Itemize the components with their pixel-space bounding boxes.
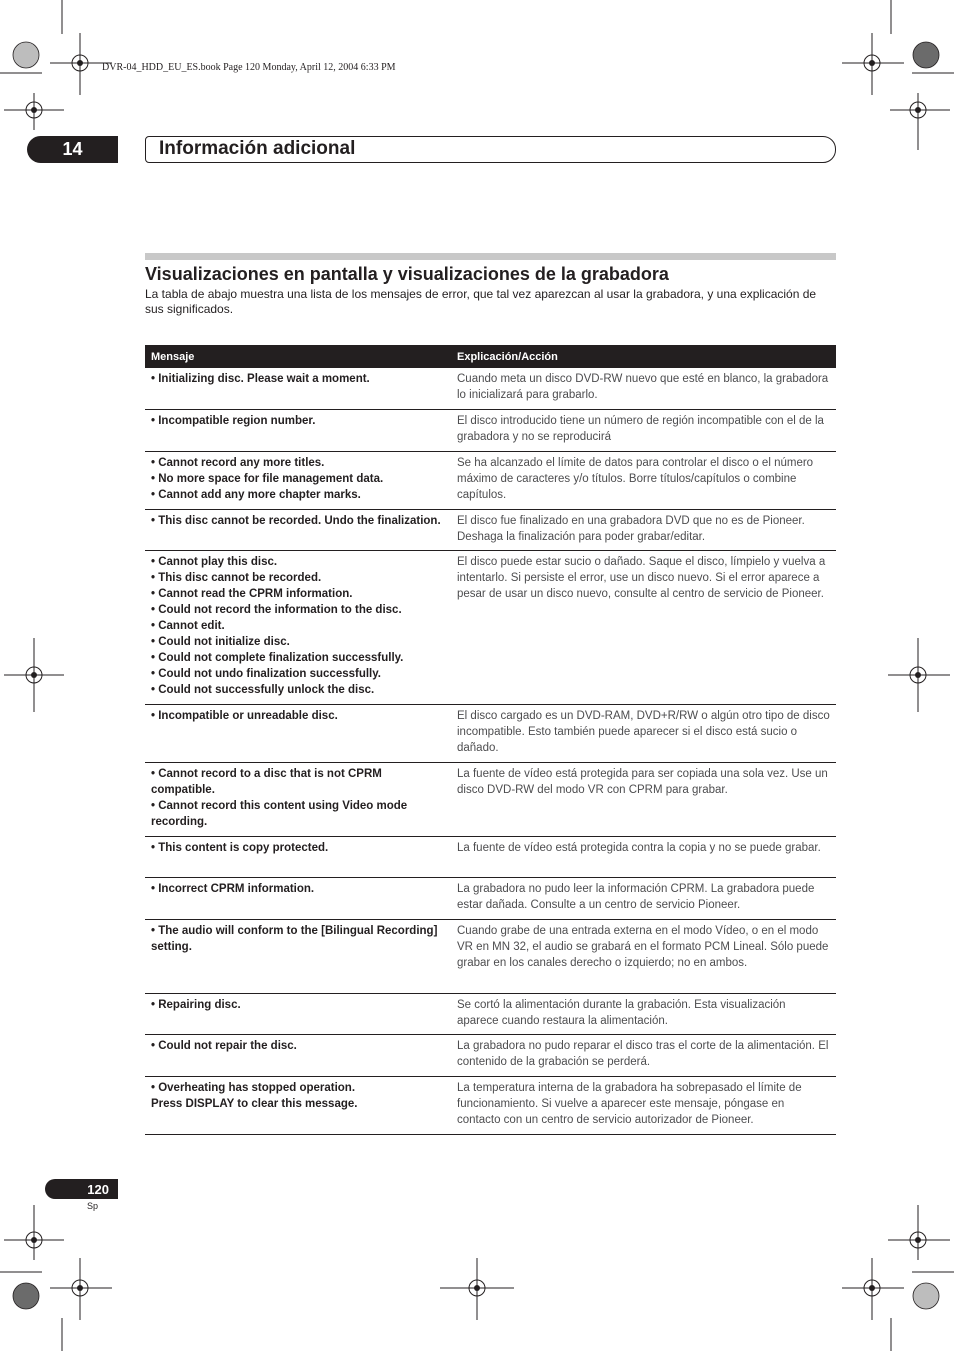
table-row <box>145 705 836 763</box>
message-cell <box>145 920 451 993</box>
table-row <box>145 1077 836 1135</box>
message-line: • This disc cannot be recorded. Undo the finalization. <box>151 515 441 527</box>
message-cell <box>145 368 451 409</box>
explanation-cell: El disco puede estar sucio o dañado. Saque el disco, límpielo y vuelva a intentarlo. Si persiste el error, use un disco nuevo. Si el error aparece a pesar de usar un disco nuevo, consulte al centro de servicio de Pioneer. <box>457 556 826 600</box>
chapter-title: Información adicional <box>159 138 356 159</box>
message-cell <box>145 510 451 550</box>
message-cell <box>145 452 451 509</box>
table-row <box>145 920 836 994</box>
table-row <box>145 551 836 705</box>
message-line: • Incompatible or unreadable disc. <box>151 710 338 722</box>
message-cell <box>145 994 451 1034</box>
table-row <box>145 368 836 410</box>
table-body <box>145 368 836 1135</box>
message-line: • Initializing disc. Please wait a moment. <box>151 373 370 385</box>
message-line: • Cannot add any more chapter marks. <box>151 489 361 501</box>
message-line: • Cannot record this content using Video mode recording. <box>151 800 408 828</box>
message-line: • Cannot record any more titles. <box>151 457 325 469</box>
explanation-cell: Cuando grabe de una entrada externa en el modo Vídeo, o en el modo VR en MN 32, el audio se grabará en el formato PCM Lineal. Sólo puede grabar en los canales derecho o izquierdo; no en ambos. <box>457 925 829 969</box>
message-cell <box>145 410 451 451</box>
page-language: Sp <box>87 1201 99 1211</box>
page-number: 120 <box>87 1181 109 1197</box>
message-line: • This disc cannot be recorded. <box>151 572 322 584</box>
table-row <box>145 878 836 920</box>
explanation-cell: La fuente de vídeo está protegida contra la copia y no se puede grabar. <box>457 842 821 854</box>
message-line: • This content is copy protected. <box>151 842 329 854</box>
section-rule <box>145 253 836 260</box>
message-line: • Cannot read the CPRM information. <box>151 588 353 600</box>
explanation-cell: La grabadora no pudo reparar el disco tras el corte de la alimentación. El contenido de la grabación se perderá. <box>457 1040 829 1068</box>
message-cell <box>145 551 451 704</box>
message-line: • Could not initialize disc. <box>151 636 290 648</box>
table-row <box>145 452 836 510</box>
section-title: Visualizaciones en pantalla y visualizaciones de la grabadora <box>145 264 669 284</box>
table-row <box>145 994 836 1035</box>
message-line: • Could not record the information to the disc. <box>151 604 402 616</box>
explanation-cell: La fuente de vídeo está protegida para ser copiada una sola vez. Use un disco DVD-RW del modo VR con CPRM para grabar. <box>457 768 828 796</box>
explanation-cell: La grabadora no pudo leer la información CPRM. La grabadora puede estar dañada. Consulte a un centro de servicio Pioneer. <box>457 883 815 911</box>
explanation-cell: La temperatura interna de la grabadora ha sobrepasado el límite de funcionamiento. Si vuelve a aparecer este mensaje, póngase en contacto con un centro de servicio autorizador de Pioneer. <box>457 1082 802 1126</box>
table-row <box>145 510 836 551</box>
explanation-cell: Se ha alcanzado el límite de datos para controlar el disco o el número máximo de caracteres y/o títulos. Borre títulos/capítulos o combine capítulos. <box>457 457 814 501</box>
message-line: • Cannot play this disc. <box>151 556 278 568</box>
message-line: • No more space for file management data. <box>151 473 384 485</box>
message-line: Press DISPLAY to clear this message. <box>151 1098 358 1110</box>
header-message: Mensaje <box>151 350 195 363</box>
message-cell <box>145 878 451 919</box>
table-row <box>145 1035 836 1077</box>
message-line: • Could not repair the disc. <box>151 1040 297 1052</box>
messages-table <box>145 345 836 1135</box>
explanation-cell: Se cortó la alimentación durante la grabación. Esta visualización aparece cuando restaura la alimentación. <box>457 999 786 1027</box>
message-cell <box>145 705 451 762</box>
header-explanation: Explicación/Acción <box>457 350 558 363</box>
message-line: • Could not undo finalization successfully. <box>151 668 381 680</box>
message-cell <box>145 1035 451 1076</box>
table-header <box>145 345 836 368</box>
message-line: • Could not successfully unlock the disc. <box>151 684 375 696</box>
table-row <box>145 837 836 878</box>
explanation-cell: El disco cargado es un DVD-RAM, DVD+R/RW o algún otro tipo de disco incompatible. Esto también puede aparecer si el disco está sucio o dañado. <box>457 710 830 754</box>
explanation-cell: El disco introducido tiene un número de región incompatible con el de la grabadora y no se reproducirá <box>457 415 824 443</box>
message-line: • The audio will conform to the [Bilingual Recording] setting. <box>151 925 438 953</box>
explanation-cell: El disco fue finalizado en una grabadora DVD que no es de Pioneer. Deshaga la finalización para poder grabar/editar. <box>457 515 805 543</box>
message-line: • Cannot edit. <box>151 620 225 632</box>
message-cell <box>145 763 451 836</box>
message-line: • Repairing disc. <box>151 999 241 1011</box>
table-row <box>145 410 836 452</box>
message-line: • Overheating has stopped operation. <box>151 1082 356 1094</box>
print-header: DVR-04_HDD_EU_ES.book Page 120 Monday, April 12, 2004 6:33 PM <box>102 62 396 73</box>
message-line: • Incompatible region number. <box>151 415 316 427</box>
chapter-number: 14 <box>62 139 83 159</box>
section-intro: La tabla de abajo muestra una lista de los mensajes de error, que tal vez aparezcan al usar la grabadora, y una explicación de sus significados. <box>145 287 817 316</box>
table-row <box>145 763 836 837</box>
page-number-badge <box>45 1179 118 1199</box>
message-cell <box>145 837 451 877</box>
explanation-cell: Cuando meta un disco DVD-RW nuevo que esté en blanco, la grabadora lo inicializará para grabarlo. <box>457 373 829 401</box>
message-line: • Incorrect CPRM information. <box>151 883 315 895</box>
message-line: • Could not complete finalization successfully. <box>151 652 404 664</box>
message-cell <box>145 1077 451 1134</box>
chapter-number-badge <box>27 136 118 163</box>
message-line: • Cannot record to a disc that is not CPRM compatible. <box>151 768 382 796</box>
